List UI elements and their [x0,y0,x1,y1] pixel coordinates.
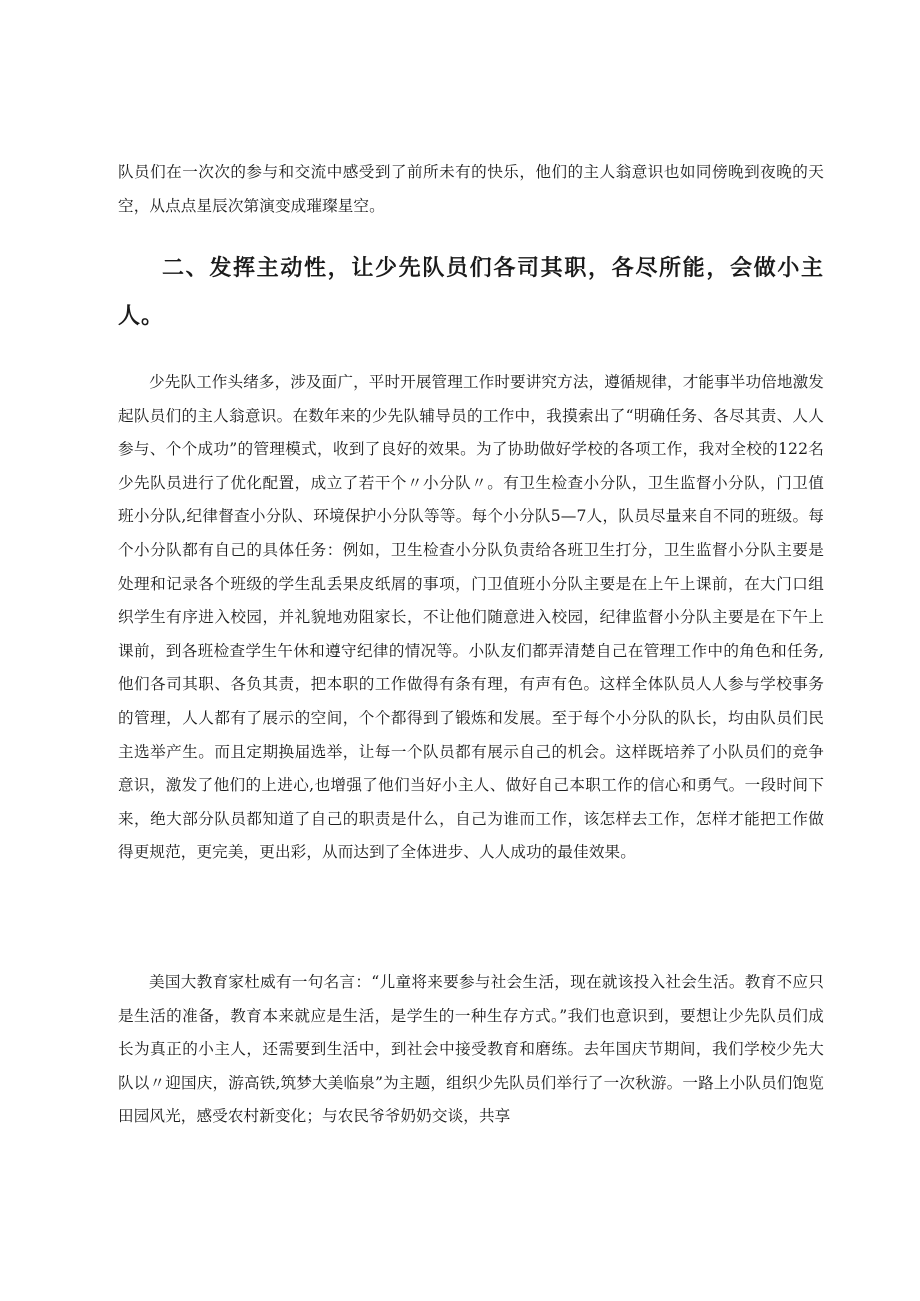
body-paragraph-2: 美国大教育家杜威有一句名言：“儿童将来要参与社会生活，现在就该投入社会生活。教育不应只是生活的准备，教育本来就应是生活，是学生的一种生存方式。”我们也意识到，要想让少先队员们成长为真正的小主人，还需要到生活中，到社会中接受教育和磨练。去年国庆节期间，我们学校少先大队以〃迎国庆，游高铁,筑梦大美临泉”为主题，组织少先队员们举行了一次秋游。一路上小队员们饱览田园风光，感受农村新变化；与农民爷爷奶奶交谈，共享 [118,973,824,1126]
section-heading: 二、发挥主动性，让少先队员们各司其职，各尽所能，会做小主人。 [118,255,824,329]
intro-paragraph: 队员们在一次次的参与和交流中感受到了前所未有的快乐，他们的主人翁意识也如同傍晚到夜晚的天空，从点点星辰次第演变成璀璨星空。 [118,163,824,215]
body-paragraph-1: 少先队工作头绪多，涉及面广，平时开展管理工作时要讲究方法，遵循规律，才能事半功倍地激发起队员们的主人翁意识。在数年来的少先队辅导员的工作中，我摸索出了“明确任务、各尽其责、人人参与、个个成功”的管理模式，收到了良好的效果。为了协助做好学校的各项工作，我对全校的122名少先队员进行了优化配置，成立了若干个〃小分队〃。有卫生检查小分队，卫生监督小分队，门卫值班小分队,纪律督查小分队、环境保护小分队等等。每个小分队5—7人，队员尽量来自不同的班级。每个小分队都有自己的具体任务：例如，卫生检查小分队负责给各班卫生打分，卫生监督小分队主要是处理和记录各个班级的学生乱丢果皮纸屑的事项，门卫值班小分队主要是在上午上课前，在大门口组织学生有序进入校园，并礼貌地劝阻家长，不让他们随意进入校园，纪律监督小分队主要是在下午上课前，到各班检查学生午休和遵守纪律的情况等。小队友们都弄清楚自己在管理工作中的角色和任务,他们各司其职、各负其责，把本职的工作做得有条有理，有声有色。这样全体队员人人参与学校事务的管理，人人都有了展示的空间，个个都得到了锻炼和发展。至于每个小分队的队长，均由队员们民主选举产生。而且定期换届选举，让每一个队员都有展示自己的机会。这样既培养了小队员们的竞争意识，激发了他们的上进心,也增强了他们当好小主人、做好自己本职工作的信心和勇气。一段时间下来，绝大部分队员都知道了自己的职责是什么，自己为谁而工作，该怎样去工作，怎样才能把工作做得更规范，更完美，更出彩，从而达到了全体进步、人人成功的最佳效果。 [118,373,824,862]
